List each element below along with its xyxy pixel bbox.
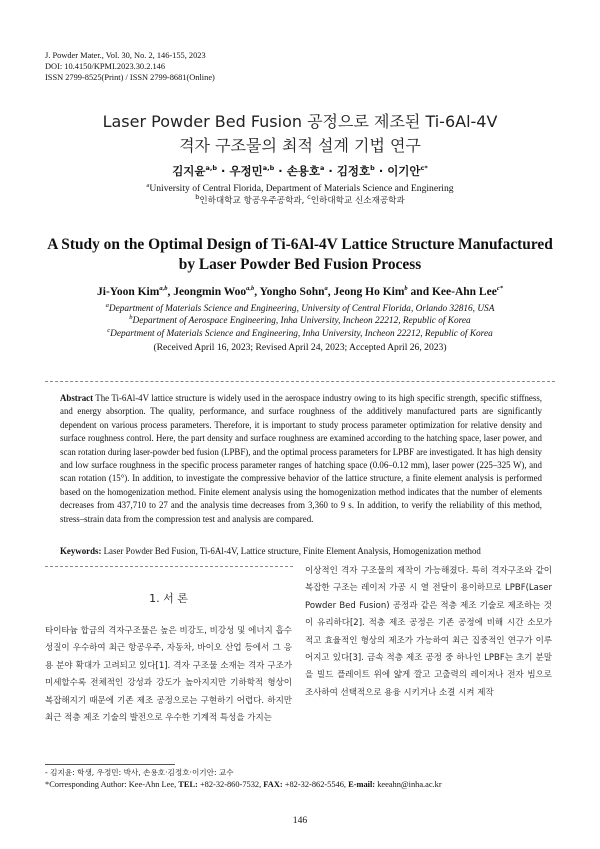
body-right-column: 이상적인 격자 구조물의 제작이 가능해졌다. 특히 격자구조와 같이 복잡한 구조는 레이저 가공 시 열 전달이 용이하므로 LPBF(Laser Powder Bed Fusion) 공정과 같은 적층 제조 기술로 제조하는 것이 유리하다[2]. 적층 제조 공정은 기존 공정에 비해 시간 소모가 적고 효율적인 형상의 제조가 가능하여 최근 집중적인 연구가 이루어지고 있다[3]. 금속 적층 제조 공정 중 하나인 LPBF는 초기 분말을 빌드 플레이트 위에 얇게 깔고 고출력의 레이저나 전자 빔으로 조사하여 선택적으로 용융 시키거나 소결 시켜 제작 <box>305 566 552 698</box>
abstract-bottom-rule <box>45 566 293 567</box>
aff-text: 인하대학교 항공우주공학과, <box>199 196 308 206</box>
english-author: Kee-Ahn Lee <box>431 286 497 298</box>
korean-title-line2: 격자 구조물의 최적 설계 기법 연구 <box>179 136 421 155</box>
footnote-members: - 김지윤: 학생, 우정민: 박사, 손용호·김정호·이기안: 교수 <box>45 768 234 777</box>
keywords-text: Laser Powder Bed Fusion, Ti-6Al-4V, Lattice structure, Finite Element Analysis, Homogenization method <box>101 546 481 556</box>
body-left-column: 타이타늄 합금의 격자구조물은 높은 비강도, 비강성 및 에너지 흡수 성질이 우수하여 최근 항공우주, 자동차, 바이오 산업 등에서 그 응용 분야 확대가 고려되고 있다[1]. 격자 구조물 소재는 격자 구조가 미세할수록 전체적인 강성과 강도가 높아지지만 기하학적 형상이 복잡해지기 때문에 기존 제조 공정으로는 구현하기 어렵다. 하지만 최근 적층 제조 기술의 발전으로 우수한 기계적 특성을 가지는 <box>45 626 292 724</box>
fax-value: +82-32-862-5546, <box>282 779 349 789</box>
footnote-rule <box>45 764 175 765</box>
korean-author: 김지윤 <box>172 164 206 178</box>
author-sup: a,b <box>246 285 255 293</box>
aff-text: Department of Aerospace Engineering, Inha University, Incheon 22212, Republic of Korea <box>132 316 471 327</box>
author-separator: , <box>327 286 334 298</box>
english-affiliation-a <box>0 303 600 315</box>
english-author: Yongho Sohn <box>259 286 325 298</box>
korean-affiliation-bc <box>0 195 600 208</box>
english-author: Jeong Ho Kim <box>333 286 405 298</box>
author-sup: a <box>320 164 325 173</box>
abstract <box>60 392 542 526</box>
aff-sup: c <box>107 326 111 334</box>
received-dates: (Received April 16, 2023; Revised April 24, 2023; Accepted April 26, 2023) <box>153 342 447 353</box>
page-number: 146 <box>292 815 308 826</box>
korean-author: 우정민 <box>229 164 263 178</box>
fax-label: FAX: <box>263 779 283 789</box>
aff-sup: a <box>146 181 150 189</box>
korean-author: 김정호 <box>336 164 371 178</box>
tel-label: TEL: <box>178 779 198 789</box>
author-sup: c* <box>496 285 503 293</box>
korean-affiliations <box>0 182 600 208</box>
english-author: Jeongmin Woo <box>173 286 247 298</box>
english-title-line2: by Laser Powder Bed Fusion Process <box>178 256 422 273</box>
korean-affiliation-a <box>0 182 600 195</box>
aff-sup: a <box>105 301 109 309</box>
author-separator: · <box>278 164 283 178</box>
footnote-corresponding <box>45 779 442 791</box>
author-separator: · <box>378 164 384 178</box>
aff-text: Department of Materials Science and Engineering, University of Central Florida, Orlando 32816, USA <box>108 304 495 314</box>
author-sup: a <box>324 285 328 293</box>
english-affiliation-c <box>0 328 600 340</box>
abstract-text: The Ti-6Al-4V lattice structure is widely used in the aerospace industry owing to its high specific strength, specific stiffness, and energy absorption. The quality, performance, and surface roughness of the additively manufactured parts are significantly dependent on various process parameters. Therefore, it is important to study process parameter optimization for relative density and surface roughness control. Here, the part density and surface roughness are examined according to the hatching space, laser power, and scan rotation during laser-powder bed fusion (LPBF), and the optimal process parameters for LPBF are investigated. It has high density and low surface roughness in the specific process parameter ranges of hatching space (0.06–0.12 mm), laser power (225–325 W), and scan rotation (15°). In addition, to investigate the compressive behavior of the lattice structure, a finite element analysis is performed based on the homogenization method. Finite element analysis using the homogenization method indicates that the number of elements decreases from 437,710 to 27 and the analysis time decreases from 3,360 to 9 s. In addition, to verify the reliability of this method, stress–strain data from the compression test and analysis are compared. <box>60 393 542 524</box>
english-author: Ji-Yoon Kim <box>97 286 160 298</box>
author-sup: a,b <box>205 164 218 173</box>
journal-doi: DOI: 10.4150/KPMI.2023.30.2.146 <box>45 62 166 71</box>
english-authors <box>0 286 600 298</box>
tel-value: +82-32-860-7532, <box>197 779 264 789</box>
author-separator: · <box>328 164 333 178</box>
author-separator: and <box>407 286 432 298</box>
english-title <box>0 235 600 275</box>
aff-sup: c <box>307 193 311 202</box>
author-sup: a,b <box>159 285 168 293</box>
abstract-top-rule <box>45 381 555 382</box>
email-value: keeahn@inha.ac.kr <box>375 779 442 789</box>
author-sup: c* <box>420 164 428 173</box>
author-separator: , <box>167 286 174 298</box>
author-separator: · <box>221 164 226 178</box>
author-sup: b <box>370 164 375 173</box>
korean-title-line1: Laser Powder Bed Fusion 공정으로 제조된 Ti-6Al-4V <box>102 112 498 131</box>
journal-issn: ISSN 2799-8525(Print) / ISSN 2799-8681(Online) <box>45 73 215 82</box>
journal-info <box>45 50 215 83</box>
keywords <box>60 546 542 556</box>
english-affiliations <box>0 303 600 340</box>
abstract-label: Abstract <box>60 393 94 403</box>
aff-text: 인하대학교 신소재공학과 <box>310 196 405 206</box>
email-label: E-mail: <box>348 779 376 789</box>
journal-citation: J. Powder Mater., Vol. 30, No. 2, 146-155, 2023 <box>45 51 206 60</box>
aff-text: Department of Materials Science and Engineering, Inha University, Incheon 22212, Republic of Korea <box>110 328 493 339</box>
author-sup: a,b <box>262 164 275 173</box>
korean-title <box>0 110 600 158</box>
aff-sup: b <box>195 193 200 202</box>
section-title: 1. 서 론 <box>149 592 188 605</box>
english-affiliation-b <box>0 315 600 327</box>
author-separator: , <box>254 286 260 298</box>
corresponding-author: *Corresponding Author: Kee-Ahn Lee, <box>45 779 179 789</box>
footnote <box>45 767 442 790</box>
english-title-line1: A Study on the Optimal Design of Ti-6Al-4V Lattice Structure Manufactured <box>47 236 553 253</box>
korean-authors <box>0 163 600 179</box>
korean-author: 손용호 <box>286 164 321 178</box>
author-sup: b <box>404 285 408 293</box>
korean-author: 이기안 <box>387 164 421 178</box>
aff-sup: b <box>129 314 133 322</box>
keywords-label: Keywords: <box>60 546 102 556</box>
aff-text: University of Central Florida, Department of Materials Science and Enginering <box>149 183 454 194</box>
